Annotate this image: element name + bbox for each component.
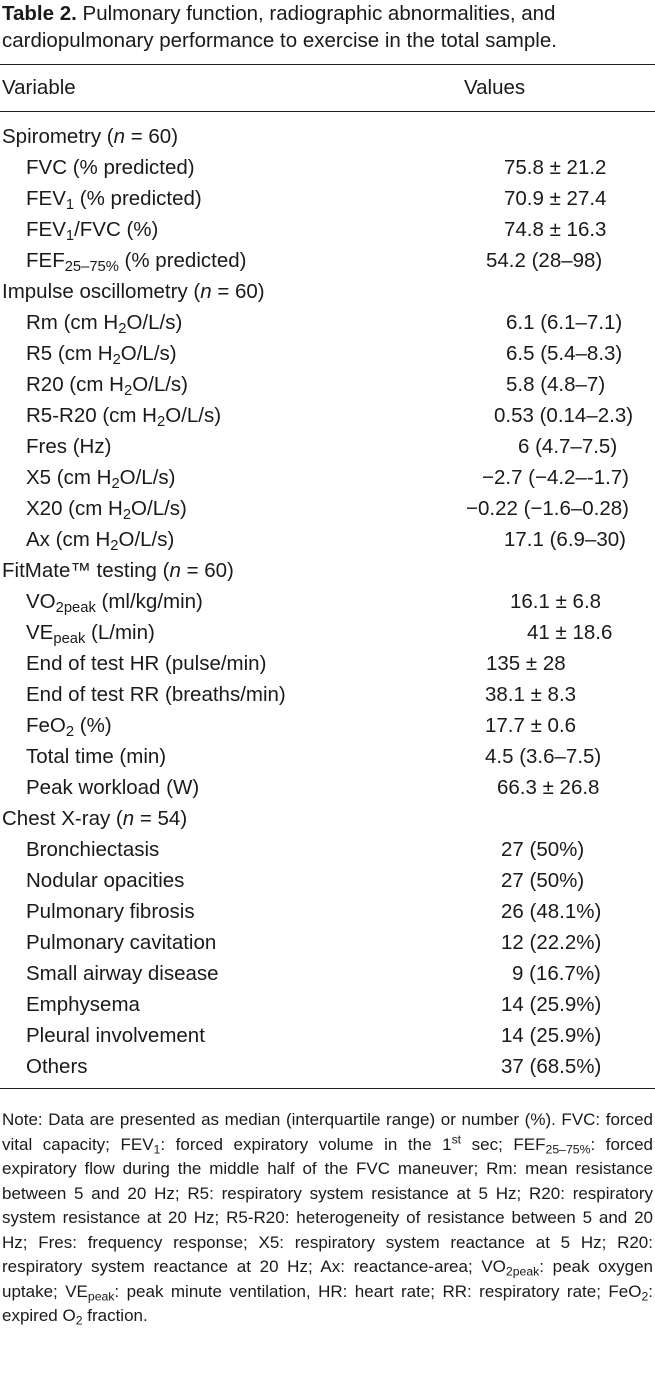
table-row bbox=[0, 834, 655, 865]
variable-cell: End of test HR (pulse/min) bbox=[26, 651, 267, 675]
variable-cell: Pulmonary cavitation bbox=[26, 930, 217, 954]
value-cell: 6.1 (6.1–7.1) bbox=[506, 310, 623, 334]
value-cell: 27 (50%) bbox=[501, 868, 585, 892]
value-cell: 41 ± 18.6 bbox=[527, 620, 613, 644]
value-cell: 75.8 ± 21.2 bbox=[504, 155, 607, 179]
column-header-variable: Variable bbox=[2, 76, 76, 99]
table-row bbox=[0, 1020, 655, 1051]
variable-cell: Pleural involvement bbox=[26, 1023, 205, 1047]
group-label: Chest X-ray (n = 54) bbox=[2, 806, 188, 830]
group-label: Impulse oscillometry (n = 60) bbox=[2, 279, 265, 303]
value-cell: 37 (68.5%) bbox=[501, 1054, 602, 1078]
variable-cell: Bronchiectasis bbox=[26, 837, 160, 861]
variable-cell: $VE_{peak}$ (L/min) bbox=[26, 620, 155, 647]
column-header-values: Values bbox=[464, 76, 526, 99]
value-cell: 16.1 ± 6.8 bbox=[510, 589, 602, 613]
table-row bbox=[0, 400, 655, 431]
value-cell: 74.8 ± 16.3 bbox=[504, 217, 607, 241]
variable-cell: Small airway disease bbox=[26, 961, 219, 985]
group-value-empty bbox=[464, 555, 655, 586]
value-cell: 70.9 ± 27.4 bbox=[504, 186, 607, 210]
table-row bbox=[0, 369, 655, 400]
group-value-empty bbox=[464, 803, 655, 834]
group-label: FitMate™ testing (n = 60) bbox=[2, 558, 234, 582]
variable-cell: X5 (cm $H_2O/L/s$) bbox=[26, 465, 176, 492]
variable-cell: Pulmonary fibrosis bbox=[26, 899, 195, 923]
table-row bbox=[0, 927, 655, 958]
value-cell: 38.1 ± 8.3 bbox=[485, 682, 577, 706]
value-cell: 66.3 ± 26.8 bbox=[497, 775, 600, 799]
table-row bbox=[0, 152, 655, 183]
table-row bbox=[0, 245, 655, 276]
table-row bbox=[0, 741, 655, 772]
table-row bbox=[0, 648, 655, 679]
value-cell: 17.1 (6.9–30) bbox=[504, 527, 626, 551]
caption-text: Pulmonary function, radiographic abnormalities, and cardiopulmonary performance to exercise in the total sample. bbox=[2, 2, 557, 52]
table-row bbox=[0, 710, 655, 741]
table-row bbox=[0, 617, 655, 648]
table-caption bbox=[2, 0, 655, 54]
table-row bbox=[0, 524, 655, 555]
value-cell: 14 (25.9%) bbox=[501, 992, 602, 1016]
variable-cell: FeO$_2$ (%) bbox=[26, 713, 112, 740]
table-row bbox=[0, 462, 655, 493]
variable-cell: X20 (cm $H_2O/L/s$) bbox=[26, 496, 187, 523]
data-table bbox=[0, 112, 655, 1082]
spacer-row bbox=[0, 112, 655, 121]
value-cell: 17.7 ± 0.6 bbox=[485, 713, 577, 737]
table-row bbox=[0, 183, 655, 214]
table-row bbox=[0, 338, 655, 369]
group-row bbox=[0, 121, 655, 152]
table-row bbox=[0, 958, 655, 989]
table-row bbox=[0, 214, 655, 245]
note-text: Note: Data are presented as median (interquartile range) or number (%). FVC: forced vital capacity; $FEV_1$: forced expiratory volume in the 1st sec; $FEF_{25-75\%}$: forced expiratory flow during the middle half of the FVC maneuver; Rm: mean resistance between 5 and 20 Hz; R5: respiratory system resistance at 5 Hz; R20: respiratory system resistance at 20 Hz; R5-R20: heterogeneity of resistance between 5 and 20 Hz; Fres: frequency response; X5: respiratory system reactance at 5 Hz; R20: respiratory system reactance at 20 Hz; Ax: reactance-area; $VO_{2peak}$: peak oxygen uptake; $VE_{peak}$: peak minute ventilation, HR: heart rate; RR: respiratory rate; FeO$_2$: expired $O_2$ fraction. bbox=[2, 1110, 654, 1328]
group-label: Spirometry (n = 60) bbox=[2, 124, 179, 148]
table-body bbox=[0, 112, 655, 1082]
table-header bbox=[0, 65, 655, 111]
variable-cell: Ax (cm $H_2O/L/s$) bbox=[26, 527, 175, 554]
value-cell: 6 (4.7–7.5) bbox=[518, 434, 618, 458]
variable-cell: Nodular opacities bbox=[26, 868, 185, 892]
table-note bbox=[2, 1108, 653, 1329]
value-cell: 6.5 (5.4–8.3) bbox=[506, 341, 623, 365]
variable-cell: $FEF_{25-75\%}$ (% predicted) bbox=[26, 248, 247, 275]
value-cell: 27 (50%) bbox=[501, 837, 585, 861]
value-cell: −2.7 (−4.2–-1.7) bbox=[482, 465, 630, 489]
variable-cell: End of test RR (breaths/min) bbox=[26, 682, 286, 706]
value-cell: 5.8 (4.8–7) bbox=[506, 372, 606, 396]
group-value-empty bbox=[464, 276, 655, 307]
caption-label: Table 2. bbox=[2, 2, 77, 25]
variable-cell: Fres (Hz) bbox=[26, 434, 112, 458]
table-row bbox=[0, 679, 655, 710]
value-cell: 14 (25.9%) bbox=[501, 1023, 602, 1047]
variable-cell: R20 (cm $H_2O/L/s$) bbox=[26, 372, 189, 399]
variable-cell: Rm (cm $H_2O/L/s$) bbox=[26, 310, 183, 337]
value-cell: 9 (16.7%) bbox=[512, 961, 601, 985]
variable-cell: Emphysema bbox=[26, 992, 140, 1016]
value-cell: 12 (22.2%) bbox=[501, 930, 602, 954]
table-row bbox=[0, 865, 655, 896]
value-cell: 135 ± 28 bbox=[486, 651, 566, 675]
variable-cell: FVC (% predicted) bbox=[26, 155, 195, 179]
table-row bbox=[0, 772, 655, 803]
value-cell: 4.5 (3.6–7.5) bbox=[485, 744, 602, 768]
table-row bbox=[0, 493, 655, 524]
group-row bbox=[0, 803, 655, 834]
value-cell: 26 (48.1%) bbox=[501, 899, 602, 923]
value-cell: 54.2 (28–98) bbox=[486, 248, 603, 272]
variable-cell: $VO_{2peak}$ (ml/kg/min) bbox=[26, 589, 203, 616]
group-row bbox=[0, 276, 655, 307]
table-row bbox=[0, 989, 655, 1020]
variable-cell: Others bbox=[26, 1054, 88, 1078]
table-row bbox=[0, 1051, 655, 1082]
bottom-rule bbox=[0, 1088, 655, 1089]
variable-cell: R5 (cm $H_2O/L/s$) bbox=[26, 341, 177, 368]
value-cell: 0.53 (0.14–2.3) bbox=[494, 403, 634, 427]
group-value-empty bbox=[464, 121, 655, 152]
table-row bbox=[0, 586, 655, 617]
table-row bbox=[0, 896, 655, 927]
variable-cell: R5-R20 (cm $H_2O/L/s$) bbox=[26, 403, 222, 430]
value-cell: −0.22 (−1.6–0.28) bbox=[466, 496, 629, 520]
variable-cell: Peak workload (W) bbox=[26, 775, 200, 799]
variable-cell: Total time (min) bbox=[26, 744, 167, 768]
group-row bbox=[0, 555, 655, 586]
variable-cell: $FEV_1$ (% predicted) bbox=[26, 186, 202, 213]
variable-cell: $FEV_1$/FVC (%) bbox=[26, 217, 159, 244]
table-row bbox=[0, 431, 655, 462]
table-row bbox=[0, 307, 655, 338]
